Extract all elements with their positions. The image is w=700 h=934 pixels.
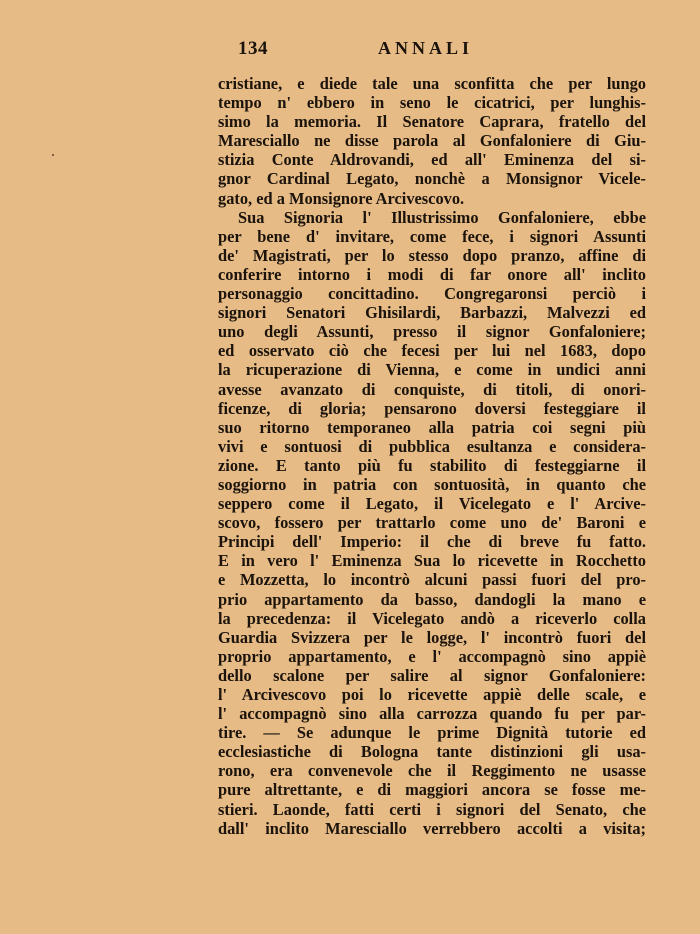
text-line: Sua Signoria l' Illustrissimo Gonfaloniere, ebbe bbox=[238, 207, 646, 227]
text-line: conferire intorno i modi di far onore all' inclito bbox=[218, 264, 646, 284]
text-line: personaggio concittadino. Congregaronsi perciò i bbox=[218, 284, 646, 304]
text-line: l' Arcivescovo poi lo ricevette appiè delle scale, e bbox=[218, 685, 646, 704]
body-text bbox=[218, 74, 646, 838]
text-line: e Mozzetta, lo incontrò alcuni passi fuori del pro- bbox=[218, 570, 646, 590]
text-line: Principi dell' Imperio: il che di breve fu fatto. bbox=[218, 532, 646, 552]
margin-speck bbox=[52, 154, 54, 156]
text-line: suo ritorno temporaneo alla patria coi segni più bbox=[218, 417, 646, 437]
text-line: seppero come il Legato, il Vicelegato e l' Arcive- bbox=[218, 494, 646, 514]
text-line: dello scalone per salire al signor Gonfaloniere: bbox=[218, 665, 646, 685]
text-line: tire. — Se adunque le prime Dignità tutorie ed bbox=[218, 723, 646, 743]
text-line: Maresciallo ne disse parola al Gonfaloniere di Giu- bbox=[218, 131, 646, 151]
text-line: dall' inclito Maresciallo verrebbero accolti a visita; bbox=[218, 818, 646, 838]
text-line: prio appartamento da basso, dandogli la mano e bbox=[218, 589, 646, 609]
text-line: pure altrettante, e di maggiori ancora se fosse me- bbox=[218, 780, 646, 800]
text-line: Guardia Svizzera per le logge, l' incontrò fuori del bbox=[218, 627, 646, 647]
text-line: l' accompagnò sino alla carrozza quando fu per par- bbox=[218, 704, 646, 724]
text-line: proprio appartamento, e l' accompagnò sino appiè bbox=[218, 646, 646, 666]
text-line: uno degli Assunti, presso il signor Gonfaloniere; bbox=[218, 322, 646, 342]
text-line: per bene d' invitare, come fece, i signori Assunti bbox=[218, 226, 646, 246]
text-line: gnor Cardinal Legato, nonchè a Monsignor Vicele- bbox=[218, 169, 646, 189]
text-line: gato, ed a Monsignore Arcivescovo. bbox=[218, 188, 465, 208]
header-title: ANNALI bbox=[378, 38, 474, 58]
text-line: ecclesiastiche di Bologna tante distinzioni gli usa- bbox=[218, 742, 646, 762]
text-line: simo la memoria. Il Senatore Caprara, fratello del bbox=[218, 112, 646, 132]
text-line: de' Magistrati, per lo stesso dopo pranzo, affine di bbox=[218, 245, 646, 265]
text-line: scovo, fossero per trattarlo come uno de' Baroni e bbox=[218, 513, 646, 533]
text-line: cristiane, e diede tale una sconfitta che per lungo bbox=[218, 74, 646, 93]
text-line: la ricuperazione di Vienna, e come in undici anni bbox=[218, 360, 646, 380]
text-line: zione. E tanto più fu stabilito di festeggiarne il bbox=[218, 455, 646, 475]
text-line: E in vero l' Eminenza Sua lo ricevette in Rocchetto bbox=[218, 551, 646, 571]
text-line: la precedenza: il Vicelegato andò a riceverlo colla bbox=[218, 608, 646, 628]
text-line: ed osservato ciò che fecesi per lui nel 1683, dopo bbox=[218, 341, 646, 361]
running-head bbox=[218, 38, 646, 62]
text-line: vivi e sontuosi di pubblica esultanza e considera- bbox=[218, 436, 646, 456]
text-line: stieri. Laonde, fatti certi i signori del Senato, che bbox=[218, 799, 646, 819]
text-line: tempo n' ebbero in seno le cicatrici, per lunghis- bbox=[218, 93, 646, 113]
text-line: ficenze, di gloria; pensarono doversi festeggiare il bbox=[218, 398, 646, 418]
text-line: signori Senatori Ghisilardi, Barbazzi, Malvezzi ed bbox=[218, 303, 646, 323]
text-line: stizia Conte Aldrovandi, ed all' Eminenza del si- bbox=[218, 150, 646, 170]
text-line: rono, era convenevole che il Reggimento ne usasse bbox=[218, 761, 646, 781]
text-line: soggiorno in patria con sontuosità, in quanto che bbox=[218, 474, 646, 494]
text-line: avesse avanzato di conquiste, di titoli, di onori- bbox=[218, 379, 646, 399]
page-number: 134 bbox=[238, 38, 268, 59]
